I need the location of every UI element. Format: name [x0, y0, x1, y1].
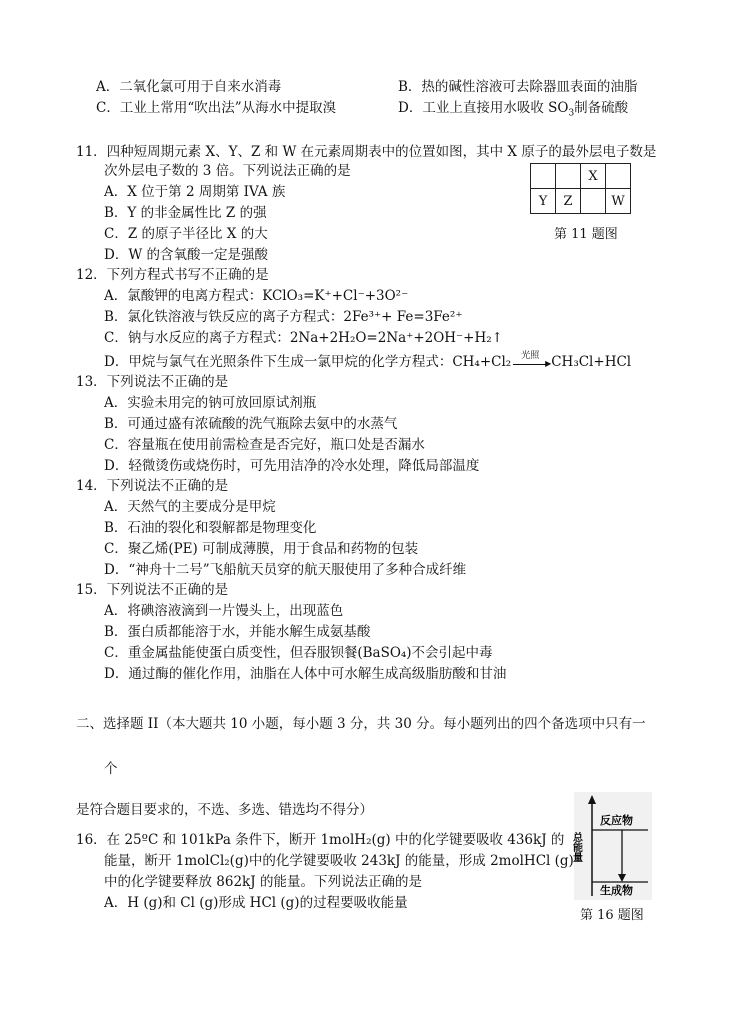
q10-option-d-sub: 3: [568, 108, 575, 119]
q16-stem-line2: 能量，断开 1molCl₂(g)中的化学键要吸收 243kJ 的能量，形成 2molHCl (g): [104, 853, 574, 869]
q10-option-d-pre: D．工业上直接用水吸收 SO: [398, 100, 569, 116]
product-label: 生成物: [600, 884, 633, 897]
pt-cell: [531, 164, 556, 189]
q16-figure-caption: 第 16 题图: [580, 908, 644, 923]
q12-stem: 12．下列方程式书写不正确的是: [76, 267, 269, 283]
q12-option-d-pre: D．甲烷与氯气在光照条件下生成一氯甲烷的化学方程式：CH₄+Cl₂: [104, 354, 512, 370]
q16-stem-line1: 16．在 25ºC 和 101kPa 条件下，断开 1molH₂(g) 中的化学键要吸收 436kJ 的: [76, 832, 565, 848]
q10-option-d: [398, 99, 628, 123]
q14-stem: 14．下列说法不正确的是: [76, 478, 229, 494]
q15-option-d: D．通过酶的催化作用，油脂在人体中可水解生成高级脂肪酸和甘油: [104, 666, 507, 682]
q11-stem-line1: 11．四种短周期元素 X、Y、Z 和 W 在元素周期表中的位置如图，其中 X 原子的最外层电子数是: [76, 144, 657, 160]
q13-option-d: D．轻微烫伤或烧伤时，可先用洁净的冷水处理，降低局部温度: [104, 458, 480, 474]
q16-option-a: A．H (g)和 Cl (g)形成 HCl (g)的过程要吸收能量: [104, 895, 408, 911]
section2-heading-line1: 二、选择题 II（本大题共 10 小题，每小题 3 分，共 30 分。每小题列出的四个备选项中只有一: [76, 716, 646, 732]
energy-diagram: [570, 792, 652, 900]
reactant-label: 反应物: [600, 814, 633, 827]
reaction-condition: 光照: [521, 350, 540, 361]
pt-cell: X: [581, 164, 606, 189]
q12-option-d-post: CH₃Cl+HCl: [551, 354, 632, 370]
section2-heading-line2: 个: [104, 761, 118, 777]
q15-option-c: C．重金属盐能使蛋白质变性，但吞服钡餐(BaSO₄)不会引起中毒: [104, 645, 493, 661]
q16-stem-line3: 中的化学键要释放 862kJ 的能量。下列说法正确的是: [104, 874, 422, 890]
q11-figure-caption: 第 11 题图: [554, 227, 618, 242]
q15-option-a: A．将碘溶液滴到一片馒头上，出现蓝色: [104, 603, 344, 619]
q11-option-c: C．Z 的原子半径比 X 的大: [104, 226, 268, 242]
q11-option-b: B．Y 的非金属性比 Z 的强: [104, 205, 267, 221]
pt-cell: [606, 164, 631, 189]
q15-stem: 15．下列说法不正确的是: [76, 582, 229, 598]
q13-stem: 13．下列说法不正确的是: [76, 374, 229, 390]
pt-cell: W: [606, 189, 631, 214]
section2-heading-line3: 是符合题目要求的，不选、多选、错选均不得分）: [76, 802, 373, 818]
pt-cell: Z: [556, 189, 581, 214]
q12-option-d: [104, 350, 632, 371]
q14-option-a: A．天然气的主要成分是甲烷: [104, 499, 276, 515]
q12-option-c: C．钠与水反应的离子方程式：2Na+2H₂O=2Na⁺+2OH⁻+H₂↑: [104, 330, 503, 346]
q10-option-d-post: 制备硫酸: [574, 100, 629, 116]
q14-option-d: D．“神舟十二号”飞船航天员穿的航天服使用了多种合成纤维: [104, 562, 467, 578]
reaction-arrow: 光照 ▶: [511, 356, 551, 370]
periodic-table-figure: [530, 163, 631, 214]
pt-cell: [556, 164, 581, 189]
pt-cell: Y: [531, 189, 556, 214]
q11-stem-line2: 次外层电子数的 3 倍。下列说法正确的是: [104, 163, 351, 179]
q13-option-b: B．可通过盛有浓硫酸的洗气瓶除去氨中的水蒸气: [104, 416, 398, 432]
q12-option-a: A．氯酸钾的电离方程式：KClO₃=K⁺+Cl⁻+3O²⁻: [104, 288, 409, 304]
q10-option-a: A．二氧化氯可用于自来水消毒: [96, 79, 282, 95]
q15-option-b: B．蛋白质都能溶于水，并能水解生成氨基酸: [104, 624, 371, 640]
pt-cell: [581, 189, 606, 214]
axis-label: 总能量: [570, 832, 582, 862]
q13-option-a: A．实验未用完的钠可放回原试剂瓶: [104, 395, 317, 411]
q12-option-b: B．氯化铁溶液与铁反应的离子方程式：2Fe³⁺+ Fe=3Fe²⁺: [104, 309, 463, 325]
q11-option-d: D．W 的含氧酸一定是强酸: [104, 247, 268, 263]
q10-option-b: B．热的碱性溶液可去除器皿表面的油脂: [398, 79, 638, 95]
q10-option-c: C．工业上常用“吹出法”从海水中提取溴: [96, 100, 337, 116]
q14-option-c: C．聚乙烯(PE) 可制成薄膜，用于食品和药物的包装: [104, 541, 419, 557]
q11-option-a: A．X 位于第 2 周期第 IVA 族: [104, 184, 286, 200]
q14-option-b: B．石油的裂化和裂解都是物理变化: [104, 520, 317, 536]
q13-option-c: C．容量瓶在使用前需检查是否完好，瓶口处是否漏水: [104, 437, 425, 453]
